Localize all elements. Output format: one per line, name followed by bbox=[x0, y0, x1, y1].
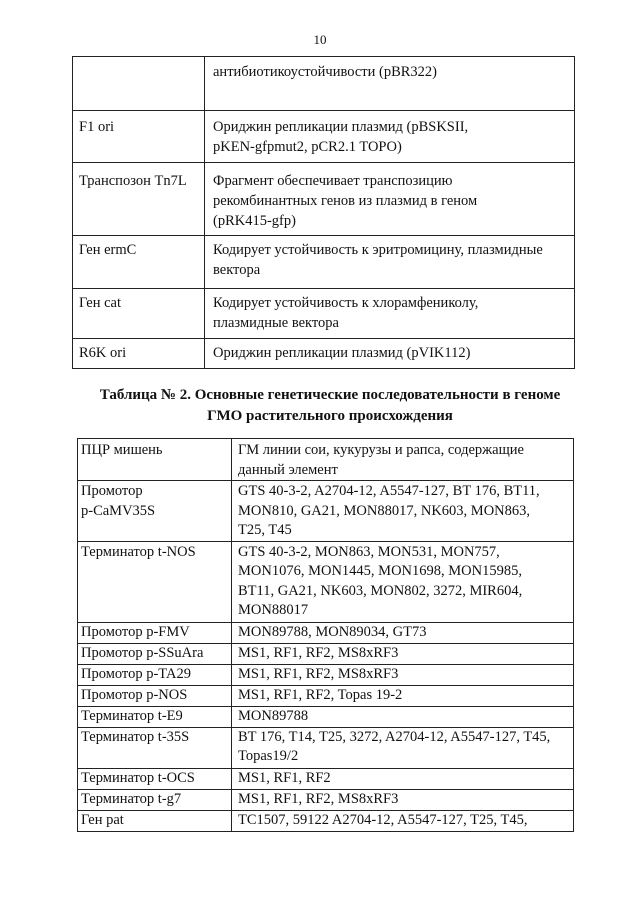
table-row bbox=[78, 622, 574, 643]
table-header-row bbox=[78, 439, 574, 481]
description-line: вектора bbox=[213, 262, 261, 278]
table-row bbox=[78, 685, 574, 706]
element-description-cell bbox=[205, 57, 575, 111]
gm-lines-cell bbox=[232, 810, 574, 831]
element-description-cell bbox=[205, 289, 575, 339]
lines-line: MS1, RF1, RF2 bbox=[238, 769, 331, 786]
page-number: 10 bbox=[313, 32, 327, 47]
gm-lines-cell bbox=[232, 789, 574, 810]
description-line: Ориджин репликации плазмид (pBSKSII, bbox=[213, 119, 469, 135]
table-row bbox=[78, 541, 574, 622]
description-line: Кодирует устойчивость к хлорамфениколу, bbox=[213, 295, 479, 311]
description-line: Фрагмент обеспечивает транспозицию bbox=[213, 173, 453, 189]
lines-line: MS1, RF1, RF2, MS8xRF3 bbox=[238, 665, 399, 682]
table-row bbox=[78, 789, 574, 810]
header-pcr-target: ПЦР мишень bbox=[78, 439, 232, 481]
target-line: Терминатор t-OCS bbox=[81, 769, 195, 786]
table-title bbox=[90, 385, 570, 427]
element-description-cell bbox=[205, 236, 575, 289]
table-row bbox=[73, 339, 575, 369]
description-line: рекомбинантных генов из плазмид в геном bbox=[213, 193, 478, 209]
header-line: ГМ линии сои, кукурузы и рапса, содержащие bbox=[238, 442, 524, 458]
pcr-target-cell bbox=[78, 664, 232, 685]
description-line: Кодирует устойчивость к эритромицину, плазмидные bbox=[213, 242, 543, 258]
genetic-elements-table bbox=[72, 56, 575, 369]
target-line: Промотор p-NOS bbox=[81, 686, 188, 703]
table-row bbox=[78, 706, 574, 727]
gm-lines-cell bbox=[232, 622, 574, 643]
lines-line: MON810, GA21, MON88017, NK603, MON863, bbox=[238, 502, 531, 519]
target-line: Терминатор t-E9 bbox=[81, 707, 183, 724]
element-description-cell bbox=[205, 339, 575, 369]
target-line: Терминатор t-NOS bbox=[81, 543, 196, 560]
header-gm-lines bbox=[232, 439, 574, 481]
table-row bbox=[73, 289, 575, 339]
table-row bbox=[78, 481, 574, 542]
element-name-cell: R6K ori bbox=[73, 339, 205, 369]
table-title-line: Таблица № 2. Основные генетические последовательности в геноме bbox=[99, 387, 561, 403]
pcr-target-cell bbox=[78, 706, 232, 727]
element-name-cell bbox=[73, 57, 205, 111]
description-line: антибиотикоустойчивости (pBR322) bbox=[213, 64, 437, 80]
gm-lines-cell bbox=[232, 727, 574, 768]
pcr-target-cell bbox=[78, 810, 232, 831]
description-line: pKEN-gfpmut2, pCR2.1 TOPO) bbox=[213, 139, 402, 155]
target-line: Ген pat bbox=[81, 811, 124, 828]
element-name-cell: Ген cat bbox=[73, 289, 205, 339]
target-line: Промотор bbox=[81, 483, 143, 499]
lines-line: MON89788 bbox=[238, 707, 309, 724]
gm-lines-cell bbox=[232, 664, 574, 685]
header-line: данный элемент bbox=[238, 461, 338, 478]
gm-lines-cell bbox=[232, 541, 574, 622]
table-row bbox=[73, 163, 575, 236]
gm-lines-cell bbox=[232, 685, 574, 706]
target-line: Терминатор t-g7 bbox=[81, 790, 182, 807]
table-row bbox=[73, 57, 575, 111]
target-line: Промотор p-TA29 bbox=[81, 665, 191, 682]
lines-line: Topas19/2 bbox=[238, 748, 299, 764]
gm-lines-cell bbox=[232, 481, 574, 542]
gm-lines-cell bbox=[232, 768, 574, 789]
table-row bbox=[78, 643, 574, 664]
element-name-cell: Транспозон Tn7L bbox=[73, 163, 205, 236]
pcr-target-cell bbox=[78, 541, 232, 622]
lines-line: T25, T45 bbox=[238, 522, 292, 538]
lines-line: BT 176, T14, T25, 3272, A2704-12, A5547-127, T45, bbox=[238, 728, 551, 745]
table-row bbox=[78, 810, 574, 831]
target-line: Терминатор t-35S bbox=[81, 728, 190, 745]
lines-line: MS1, RF1, RF2, MS8xRF3 bbox=[238, 790, 399, 807]
description-line: (pRK415-gfp) bbox=[213, 213, 296, 229]
lines-line: MS1, RF1, RF2, Topas 19-2 bbox=[238, 686, 403, 703]
pcr-target-cell bbox=[78, 685, 232, 706]
table-row bbox=[78, 727, 574, 768]
element-name-cell: F1 ori bbox=[73, 111, 205, 163]
lines-line: MON1076, MON1445, MON1698, MON15985, bbox=[238, 563, 522, 579]
target-line: p-CaMV35S bbox=[81, 502, 156, 519]
pcr-target-cell bbox=[78, 643, 232, 664]
target-line: Промотор p-FMV bbox=[81, 623, 190, 640]
pcr-target-cell bbox=[78, 789, 232, 810]
table-row bbox=[78, 664, 574, 685]
pcr-target-cell bbox=[78, 481, 232, 542]
table-row bbox=[73, 111, 575, 163]
table-row bbox=[78, 768, 574, 789]
target-line: Промотор p-SSuAra bbox=[81, 644, 204, 661]
pcr-target-cell bbox=[78, 622, 232, 643]
pcr-target-cell bbox=[78, 727, 232, 768]
lines-line: MS1, RF1, RF2, MS8xRF3 bbox=[238, 644, 399, 661]
lines-line: BT11, GA21, NK603, MON802, 3272, MIR604, bbox=[238, 582, 523, 599]
element-description-cell bbox=[205, 111, 575, 163]
pcr-target-cell bbox=[78, 768, 232, 789]
gm-lines-cell bbox=[232, 706, 574, 727]
element-description-cell bbox=[205, 163, 575, 236]
description-line: Ориджин репликации плазмид (pVIK112) bbox=[213, 345, 471, 361]
gmo-sequences-table bbox=[77, 438, 574, 832]
lines-line: GTS 40-3-2, A2704-12, A5547-127, BT 176, BT11, bbox=[238, 483, 540, 499]
lines-line: MON88017 bbox=[238, 602, 309, 618]
lines-line: TC1507, 59122 A2704-12, A5547-127, T25, T45, bbox=[238, 811, 528, 828]
description-line: плазмидные вектора bbox=[213, 315, 339, 331]
table-row bbox=[73, 236, 575, 289]
table-title-line: ГМО растительного происхождения bbox=[207, 408, 453, 424]
lines-line: MON89788, MON89034, GT73 bbox=[238, 623, 427, 640]
lines-line: GTS 40-3-2, MON863, MON531, MON757, bbox=[238, 543, 500, 560]
gm-lines-cell bbox=[232, 643, 574, 664]
element-name-cell: Ген ermC bbox=[73, 236, 205, 289]
